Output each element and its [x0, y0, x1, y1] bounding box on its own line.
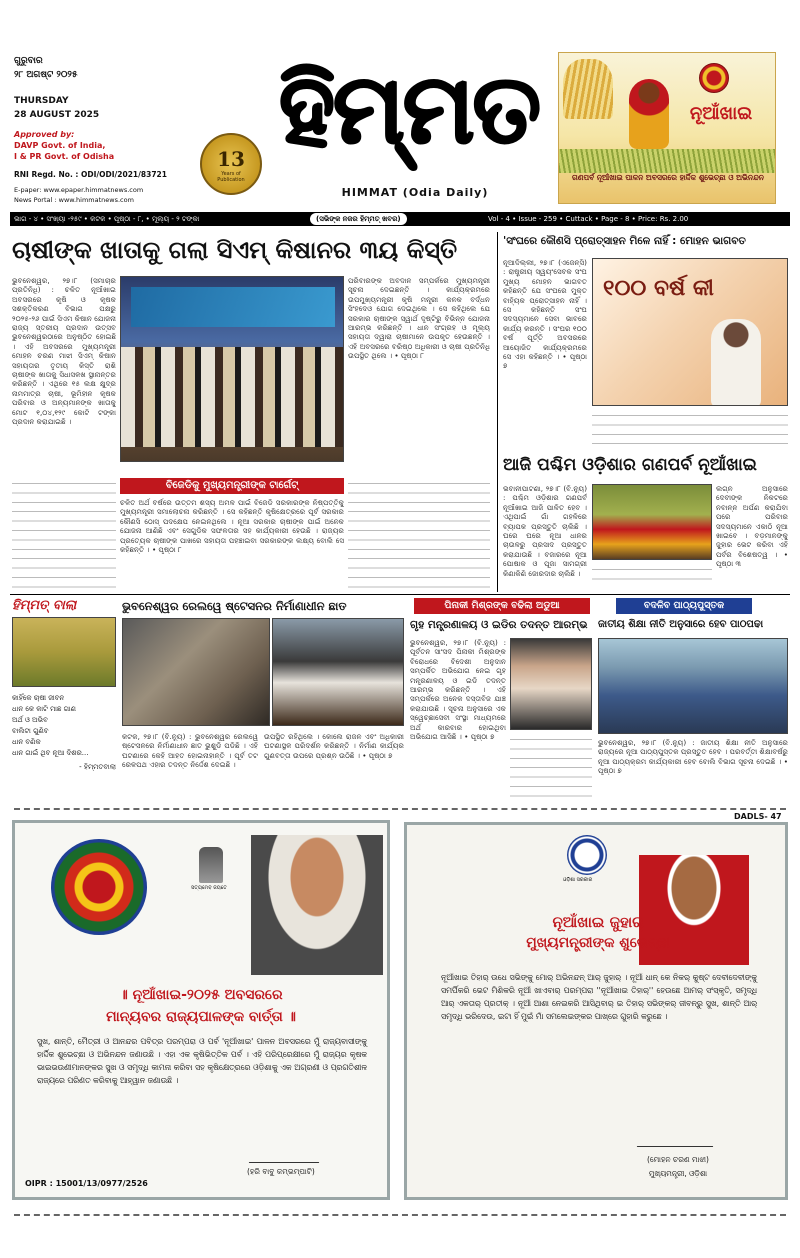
cm-ad-title-2: ମୁଖ୍ୟମନ୍ତ୍ରୀଙ୍କ ଶୁଭେଚ୍ଛା [526, 935, 670, 951]
ad-title: ନୂଆଁଖାଇ [689, 103, 753, 124]
classroom-photo [598, 638, 788, 734]
poem-author: - ହିମ୍ମତବାଲା [79, 763, 116, 771]
nuakhai-body-col2: ଲଗ୍ନ ଅନୁସାରେ ଦେବୀଙ୍କ ନିକଟରେ ନବାନ୍ନ ଅର୍ପଣ କରାଯିବା ପରେ ପରିବାର ସଦସ୍ୟମାନେ ଏକାଠି ନୂଆ ଖାଇବେ । ବଡ଼ମାନଙ୍କୁ ଜୁହାର ଭେଟ କରିବା ଏହି ପର୍ବର ବିଶେଷତ୍ୱ । • ପୃଷ୍ଠା ୩ [716, 484, 788, 569]
pinaki-body-cont [510, 734, 592, 802]
dancer-figure [629, 79, 669, 149]
poem-line: ଅର୍ଥ ଓ ଅଭିବ [12, 716, 48, 724]
lead-body-col1: ଭୁବନେଶ୍ୱର, ୨୭।୮ (ସମାଚାର ପ୍ରତିନିଧି) : ଚଳିତ ନୂଆଁଖାଇ ଅବସରରେ କୃଷି ଓ କୃଷକ ସଶକ୍ତିକରଣ ବିଭାଗ ପକ୍ଷରୁ ୨୦୨୫-୨୬ ପାଇଁ ସିଏମ କିଷାନ ଯୋଜନା ରାଜ୍ୟ ସ୍ତରୀୟ ପ୍ରଦାନ ଉତ୍ସବ ଭୁବନେଶ୍ୱରଠାରେ ଅନୁଷ୍ଠିତ ହୋଇଛି । ଏହି ଅବସରରେ ମୁଖ୍ୟମନ୍ତ୍ରୀ ମୋହନ ଚରଣ ମାଝୀ ସିଏମ୍ କିଷାନ ସହାୟତାର ତୃତୀୟ କିସ୍ତି ରାଶି ଚାଷୀଙ୍କ ଖାତାକୁ ସିଧାସଳଖ ସ୍ଥାନାନ୍ତର କରିଛନ୍ତି । ଏଥିରେ ୧୫ ଲକ୍ଷ କ୍ଷୁଦ୍ର ନାମମାତ୍ର ଚାଷୀ, ଭୂମିହୀନ କୃଷକ ପରିବାର ଓ ଅନ୍ୟମାନଙ୍କ ଖାତାକୁ ମୋଟ ୧,୦୪,୧୨୯ କୋଟି ଟଙ୍କା ପ୍ରଦାନ କରାଯାଇଛି । [12, 276, 116, 427]
masthead [10, 48, 790, 208]
deity-icon [699, 63, 729, 93]
strip-left: ଭାଗ - ୪ • ସଂଖ୍ୟା -୨୫୯ • କଟକ • ପୃଷ୍ଠା - ୮, • ମୂଲ୍ୟ - ୨ ଟଙ୍କା [14, 215, 200, 223]
railway-body-col2: ଉପସ୍ଥିତ ରହିଥିଲେ । କୋଲେ ରାଜନ ଏବଂ ଅଧିକାରୀ ଘଟଣାସ୍ଥଳ ପରିଦର୍ଶନ କରିଛନ୍ତି । ନିର୍ମାଣ କାର୍ଯ୍ୟର ଗୁଣବତ୍ତା ଉପରେ ପ୍ରଶ୍ନ ଉଠିଛି । • ପୃଷ୍ଠା ୭ [264, 732, 404, 760]
paddy-stalks-left [563, 59, 613, 119]
nuakhai-photo [592, 484, 712, 560]
badge-text: Years of Publication [217, 171, 245, 183]
cm-emblem-text: ଓଡ଼ିଶା ସରକାର [563, 877, 593, 883]
cm-signature [637, 1135, 717, 1147]
governor-signatory: (ହରି ବାବୁ କମ୍ଭମ୍ପାଟି) [247, 1167, 315, 1176]
pinaki-photo [510, 638, 592, 730]
poem-line: ଧାନ ବଣିକ [12, 738, 41, 746]
ad-cut-line-bottom [14, 1214, 786, 1216]
photo-caption: ୧୦୦ ବର୍ଷ କୀ [603, 275, 714, 301]
dignitaries [121, 347, 344, 447]
date-en: 28 AUGUST 2025 [14, 110, 100, 120]
oipr-number: OIPR : 15001/13/0977/2526 [25, 1179, 148, 1188]
education-body: ଭୁବନେଶ୍ୱର, ୨୭।୮ (ବି.ନ୍ୟୁ) : ଜାତୀୟ ଶିକ୍ଷା ନୀତି ଅନୁସାରେ ରାଜ୍ୟରେ ନୂଆ ପାଠ୍ୟପୁସ୍ତକ ପ୍ରସ୍ତୁତ ହେବ । ପରବର୍ତ୍ତୀ ଶିକ୍ଷାବର୍ଷରୁ ନୂଆ ପାଠ୍ୟକ୍ରମ କାର୍ଯ୍ୟକାରୀ ହେବ ବୋଲି ବିଭାଗ ସୂଚନା ଦେଇଛି । • ପୃଷ୍ଠା ୭ [598, 738, 788, 776]
nuakhai-body-cont [592, 564, 712, 588]
anniversary-badge [200, 133, 262, 195]
sidebar-body: ନୂଆଦିଲ୍ଲୀ, ୨୭।୮ (ଏଜେନ୍ସି) : ରାଷ୍ଟ୍ରୀୟ ସ୍ୱୟଂସେବକ ସଂଘ ମୁଖ୍ୟ ମୋହନ ଭାଗବତ କହିଛନ୍ତି ଯେ ସଂଘରେ ମୁକ୍ତ ବାହ୍ୟିକ ପ୍ରୋତ୍ସାହନ ନାହିଁ । ସେ କହିଛନ୍ତି ସଂଘ ସଦସ୍ୟମାନେ ସେବା ଭାବରେ କାର୍ଯ୍ୟ କରନ୍ତି । ସଂଘର ୧୦୦ ବର୍ଷ ପୂର୍ତ୍ତି ଅବସରରେ ଆୟୋଜିତ କାର୍ଯ୍ୟକ୍ରମରେ ସେ ଏହା କହିଛନ୍ତି । • ପୃଷ୍ଠା ୭ [503, 258, 587, 371]
badge-number: 13 [217, 147, 245, 171]
cm-ad-title-1: ନୂଆଁଖାଇ ଜୁହାର୍ [552, 913, 644, 931]
epaper-link[interactable]: E-paper: www.epaper.himmatnews.com [14, 186, 144, 194]
odisha-emblem-icon [567, 835, 607, 875]
governor-ad-title-2: ମାନ୍ୟବର ରାଜ୍ୟପାଳଙ୍କ ବାର୍ତ୍ତା ॥ [106, 1009, 296, 1025]
sidebar-body-cont [592, 410, 788, 444]
newspaper-logo: ହିମ୍ମତ [278, 53, 540, 165]
news-portal-link[interactable]: News Portal : www.himmatnews.com [14, 196, 134, 204]
nuakhai-emblem [51, 839, 147, 935]
nuakhai-body-col1: ଭବାନୀପାଟଣା, ୨୭।୮ (ବି.ନ୍ୟୁ) : ପଶ୍ଚିମ ଓଡ଼ିଶାର ଗଣପର୍ବ ନୂଆଁଖାଇ ଆଜି ପାଳିତ ହେବ । ଏଥିପାଇଁ ଗାଁ ଗହଳିରେ ବ୍ୟାପକ ପ୍ରସ୍ତୁତି ଚାଲିଛି । ଘରେ ଘରେ ନୂଆ ଧାନର ଚାଉଳରୁ ପ୍ରସାଦ ପ୍ରସ୍ତୁତ କରାଯାଉଛି । ବଜାରରେ ନୂଆ ପୋଷାକ ଓ ପୂଜା ସାମଗ୍ରୀ କିଣାକିଣି ଜୋରଦାର ଚାଲିଛି । [503, 484, 587, 578]
poem-line: ଧାନ କେ କାଟି ମାଛ ଗାଣ [12, 705, 76, 713]
approved-ipr: I & PR Govt. of Odisha [14, 152, 115, 161]
governor-portrait [251, 835, 383, 975]
railway-photo-right [272, 618, 404, 726]
railway-photo-left [122, 618, 270, 726]
bjd-body: ଚଳିତ ଅର୍ଥ ବର୍ଷରେ ଉତ୍ତମ ଶସ୍ୟ ଅମଳ ପାଇଁ ବିଜେଡି ସରକାରଙ୍କ ନିଷ୍ପତ୍ତିକୁ ମୁଖ୍ୟମନ୍ତ୍ରୀ ସମାଲୋଚନା କରିଛନ୍ତି । ସେ କହିଛନ୍ତି କୃଷିକ୍ଷେତ୍ରରେ ପୂର୍ବ ସରକାର କୌଣସି ଠୋସ୍ ପଦକ୍ଷେପ ନେଇନଥିଲେ । ନୂଆ ସରକାର ଚାଷୀଙ୍କ ପାଇଁ ଅନେକ ଯୋଜନା ଆଣିଛି ଏବଂ ସେଗୁଡିକ ସଫଳତାର ସହ କାର୍ଯ୍ୟକାରୀ ହେଉଛି । ରାଜ୍ୟର ପ୍ରତ୍ୟେକ ଚାଷୀଙ୍କ ପାଖରେ ସହାୟତା ପହଞ୍ଚାଇବା ସରକାରଙ୍କ ଲକ୍ଷ୍ୟ ବୋଲି ସେ କହିଛନ୍ତି । • ପୃଷ୍ଠା ୮ [120, 498, 344, 555]
governor-ad-body: ସୁଖ, ଶାନ୍ତି, ମୈତ୍ରୀ ଓ ଆନନ୍ଦର ପବିତ୍ର ପରମ୍ପରା ଓ ପର୍ବ 'ନୂଆଁଖାଇ' ପାଳନ ଅବସରରେ ମୁଁ ରାଜ୍ୟବାସୀଙ୍କୁ ହାର୍ଦ୍ଦିକ ଶୁଭେଚ୍ଛା ଓ ଅଭିନନ୍ଦନ ଜଣାଉଛି । ଏହା ଏକ କୃଷିଭିତ୍ତିକ ପର୍ବ । ଏହି ପରିପ୍ରେକ୍ଷୀରେ ମୁଁ ରାଜ୍ୟର କୃଷକ ଭାଇଭଉଣୀମାନଙ୍କର ସୁଖ ଓ ସମୃଦ୍ଧି କାମନା କରିବା ସହ କୃଷିକ୍ଷେତ୍ରରେ ଓଡ଼ିଶାକୁ ଏକ ଅଗ୍ରଣୀ ଓ ପ୍ରଗତିଶୀଳ ରାଜ୍ୟରେ ପରିଣତ କରିବାକୁ ଆହ୍ୱାନ ଜଣାଉଛି । [37, 1037, 367, 1085]
strip-tagline: (ସଭିଙ୍କ ନଜର ହିମ୍ମତ୍ ଖବର) [310, 213, 407, 225]
ad-cut-line [14, 808, 786, 810]
pinaki-headline: ଗୃହ ମନ୍ତ୍ରଣାଳୟ ଓ ଇଡିର ତଦନ୍ତ ଆରମ୍ଭ [410, 619, 588, 631]
cm-signatory: (ମୋହନ ଚରଣ ମାଝୀ) [647, 1155, 709, 1164]
cm-designation: ମୁଖ୍ୟମନ୍ତ୍ରୀ, ଓଡ଼ିଶା [648, 1169, 708, 1178]
education-headline: ଜାତୀୟ ଶିକ୍ଷା ନୀତି ଅନୁସାରେ ହେବ ପାଠପଢା [598, 619, 764, 630]
dadls-code: DADLS- 47 [734, 812, 782, 821]
himmat-wala-box [12, 598, 116, 802]
lead-body-col2: ପରିବାରଙ୍କ ଅବଦାନ ସମ୍ପର୍କରେ ମୁଖ୍ୟମନ୍ତ୍ରୀ ସୂଚନା ଦେଇଛନ୍ତି । କାର୍ଯ୍ୟକ୍ରମରେ ଉପମୁଖ୍ୟମନ୍ତ୍ରୀ କୃଷି ମନ୍ତ୍ରୀ କନକ ବର୍ଦ୍ଧନ ସିଂହଦେଓ ଯୋଗ ଦେଇଥିଲେ । ସେ କହିଥିଲେ ଯେ ସରକାର ଚାଷୀଙ୍କ ସ୍ୱାର୍ଥ ଦୃଷ୍ଟିରୁ ବିଭିନ୍ନ ଯୋଜନା ଆରମ୍ଭ କରିଛନ୍ତି । ଧାନ ସଂଗ୍ରହ ଓ ମୂଲ୍ୟ ସହାୟତା ଦ୍ୱାରା ଚାଷୀମାନେ ଉପକୃତ ହେଉଛନ୍ତି । ଏହି ଅବସରରେ ବରିଷ୍ଠ ଅଧିକାରୀ ଓ ଚାଷୀ ପ୍ରତିନିଧି ଉପସ୍ଥିତ ଥିଲେ । • ପୃଷ୍ଠା ୮ [348, 276, 490, 361]
himmat-wala-title: ହିମ୍ମତ୍ ବାଲା [12, 598, 77, 613]
governor-ad [12, 820, 390, 1200]
sidebar-photo [592, 258, 788, 406]
lead-body-col1-cont [12, 478, 116, 588]
approved-label: Approved by: [14, 130, 75, 139]
governor-ad-title-1: ॥ ନୂଆଁଖାଇ-୨୦୨୫ ଅବସରରେ [119, 987, 283, 1003]
nuakhai-headline: ଆଜି ପଶ୍ଚିମ ଓଡ଼ିଶାର ଗଣପର୍ବ ନୂଆଁଖାଇ [503, 455, 757, 475]
masthead-nuakhai-ad [558, 52, 776, 204]
governor-signature [249, 1151, 323, 1163]
railway-headline: ଭୁବନେଶ୍ୱର ରେଲୱେ ଷ୍ଟେସନର ନିର୍ମାଣାଧୀନ ଛାତ [122, 599, 347, 613]
poem-line: ଧାନ ଗାଇଁ ଥିବ ନୂଆ ଦିଶର... [12, 749, 89, 757]
lead-photo [120, 276, 344, 462]
farmer-photo [12, 617, 116, 687]
stage-banner [131, 287, 335, 327]
education-banner: ବଦଳିବ ପାଠ୍ୟପୁସ୍ତକ [616, 598, 752, 614]
masthead-info-strip [10, 212, 790, 226]
divider [497, 232, 498, 592]
railway-body-col1: କଟକ, ୨୭।୮ (ବି.ନ୍ୟୁ) : ଭୁବନେଶ୍ୱର ରେଲୱେ ଷ୍ଟେସନରେ ନିର୍ମାଣାଧୀନ ଛାତ ଭୁଶୁଡି ପଡିଛି । ଏହି ଘଟଣାରେ କେହି ଆହତ ହୋଇନାହାନ୍ତି । ପୂର୍ବ ତଟ ରେଳପଥ ଏହାର ତଦନ୍ତ ନିର୍ଦ୍ଦେଶ ଦେଇଛି । [122, 732, 258, 770]
newspaper-subtitle: HIMMAT (Odia Daily) [341, 186, 489, 199]
poem-line: କାହିଁକେ ଚାଷୀ ଜୀବନ [12, 694, 65, 702]
ad-caption: ଗଣପର୍ବ ନୂଆଁଖାଇ ପାଳନ ଅବସରରେ ହାର୍ଦ୍ଦିକ ଶୁଭେଚ୍ଛା ଓ ଅଭିନନ୍ଦନ [572, 173, 764, 182]
emblem-text: ସତ୍ୟମେବ ଜୟତେ [191, 885, 227, 891]
cm-ad-body: ନୂଆଁଖାଇ ତିହାର୍ ଉଧେ ସଭିଙ୍କୁ ମୋର୍ ଅଭିନନ୍ଦନ୍ ଆର୍ ଜୁହାର୍ । ନୂଆଁ ଧାନ୍ କେ ନିକର୍ କୁଷ୍ଟ ଦେବୀଦେବୀଙ୍କୁ ସମର୍ପିକରି ଭେଟ ମିଶିକରି ନୂଆଁ ଖାଏବାର୍ ପରମ୍ପରା ''ନୂଆଁଖାଇ ତିହାର୍'' ହେଉଛେ ଆମର୍ ସଂସ୍କୃତି, ସମୃଦ୍ଧି ଆର୍ ଏକତାର୍ ପ୍ରତୀକ୍ । ନୂଆଁ ଆଶା ନେଇକରି ଆସିଥିବାର୍ ଇ ତିହାର୍ ସଭିଙ୍କର୍ ଜୀବନ୍‌ରୁ ସୁଖ, ଶାନ୍ତି ଆର୍ ସମୃଦ୍ଧି ଭରିଦେଉ, ଇଟା ହିଁ ମୁଇଁ ମାଁ ସମଲେଇଙ୍କର ପାଖ୍‌ରେ ଗୁହାରି କରୁଛେ । [441, 973, 757, 1021]
sidebar-headline: 'ସଂଘରେ କୌଣସି ପ୍ରୋତ୍ସାହନ ମିଳେ ନାହିଁ : ମୋହନ ଭାଗବତ [503, 235, 746, 247]
section-divider [10, 594, 790, 595]
day-en: THURSDAY [14, 96, 69, 106]
cm-ad [404, 822, 788, 1200]
speaker-figure [711, 319, 761, 406]
pinaki-banner: ପିନାକୀ ମିଶ୍ରଙ୍କ ବଢିଲା ଅଡୁଆ [414, 598, 590, 614]
date-odia: ୨୮ ଅଗଷ୍ଟ ୨୦୨୫ [14, 70, 78, 80]
paddy-field [559, 149, 776, 173]
rni-number: RNI Regd. No. : ODI/ODI/2021/83721 [14, 170, 167, 179]
bjd-banner: ବିଜେଡିକୁ ମୁଖ୍ୟମନ୍ତ୍ରୀଙ୍କ ଟାର୍ଗେଟ୍ [120, 478, 344, 494]
poem-line: ବାଲିଟା ଗୁଣିବ [12, 727, 49, 735]
ashoka-emblem-icon [199, 847, 223, 883]
approved-davp: DAVP Govt. of India, [14, 141, 106, 150]
pinaki-body: ଭୁବନେଶ୍ୱର, ୨୭।୮ (ବି.ନ୍ୟୁ) : ପୂର୍ବତନ ସାଂସଦ ପିନାକୀ ମିଶ୍ରଙ୍କ ବିରୋଧରେ ବିଦେଶୀ ଅନୁଦାନ ସମ୍ପର୍କିତ ଅଭିଯୋଗ ନେଇ ଗୃହ ମନ୍ତ୍ରଣାଳୟ ଓ ଇଡି ତଦନ୍ତ ଆରମ୍ଭ କରିଛନ୍ତି । ଏହି ସମ୍ପର୍କରେ ଅନେକ ଦସ୍ତାବିଜ ଯାଞ୍ଚ କରାଯାଉଛି । ସୂଚନା ଅନୁସାରେ ଏକ ସ୍ୱେଚ୍ଛାସେବୀ ସଂସ୍ଥା ମାଧ୍ୟମରେ ଅର୍ଥ କାରବାର ହୋଇଥିବା ଅଭିଯୋଗ ଆସିଛି । • ପୃଷ୍ଠା ୭ [410, 638, 506, 742]
lead-headline: ଚାଷୀଙ୍କ ଖାତାକୁ ଗଲା ସିଏମ୍ କିଷାନର ୩ୟ କିସ୍ତି [12, 236, 458, 264]
day-odia: ଗୁରୁବାର [14, 56, 43, 66]
strip-right: Vol - 4 • Issue - 259 • Cuttack • Page - 8 • Price: Rs. 2.00 [488, 215, 689, 223]
poem-lines [12, 693, 116, 759]
lead-body-col2-cont [348, 478, 490, 588]
